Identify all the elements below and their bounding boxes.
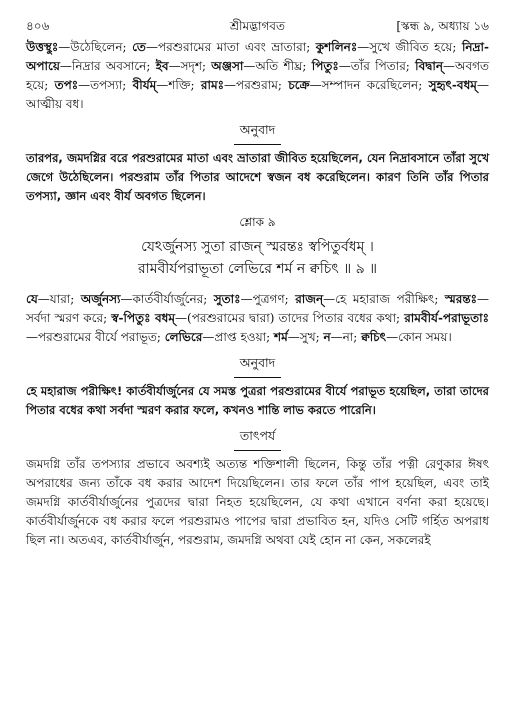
synonym-term: অর্জুনস্য — [80, 292, 121, 306]
synonym-term: স্মরন্তঃ — [444, 292, 478, 306]
translation-heading-1: অনুবাদ — [26, 122, 489, 145]
synonym-meaning: —কার্তবীর্যার্জুনের; — [120, 292, 214, 306]
translation-heading-2: অনুবাদ — [26, 355, 489, 378]
synonym-term: যে — [26, 292, 38, 306]
synonym-meaning: —অতি শীঘ্র; — [243, 59, 312, 73]
synonym-term: ইব — [155, 59, 169, 73]
synonym-meaning: —তপস্যা; — [78, 78, 133, 92]
synonym-term: অঞ্জসা — [211, 59, 244, 73]
verse-label: শ্লোক ৯ — [239, 215, 276, 229]
book-title: শ্রীমদ্ভাগবত — [229, 19, 285, 33]
synonym-term: রামঃ — [200, 78, 225, 92]
synonym-term: রাজন্ — [295, 292, 324, 306]
synonym-meaning: —আত্মীয় বধ। — [26, 78, 489, 111]
synonym-meaning: —প্রাপ্ত হওয়া; — [202, 330, 275, 344]
synonym-term: স্ব-পিতুঃ বধম্ — [111, 311, 176, 325]
synonym-meaning: —তাঁর পিতার; — [338, 59, 416, 73]
synonym-meaning: —হে মহারাজ পরীক্ষিৎ; — [323, 292, 445, 306]
synonym-term: চক্রে — [288, 78, 310, 92]
synonym-term: সুতাঃ — [213, 292, 241, 306]
synonym-term: ক্বচিৎ — [361, 330, 387, 344]
page-header — [26, 16, 489, 38]
translation-text-1: তারপর, জমদগ্নির বরে পরশুরামের মাতা এবং ভ্রাতারা জীবিত হয়েছিলেন, যেন নিদ্রাবসানে তাঁরা সুখে জেগে উঠেছিলেন। পরশুরাম তাঁর পিতার আদেশে স্বজন বধ করেছিলেন। কারণ তিনি তাঁর পিতার তপস্যা, জ্ঞান এবং বীর্য অবগত ছিলেন। — [26, 151, 489, 203]
synonym-meaning: —পুত্রগণ; — [240, 292, 296, 306]
synonym-term: ন — [323, 330, 331, 344]
synonym-term: বিদ্বান্ — [415, 59, 444, 73]
synonym-meaning: —না; — [330, 330, 362, 344]
synonym-term: রামবীর্য-পরাভূতাঃ — [404, 311, 489, 325]
synonym-term: লেভিরে — [164, 330, 203, 344]
synonym-meaning: —পরশুরামের মাতা এবং ভ্রাতারা; — [145, 40, 316, 54]
synonym-meaning: —সুখ; — [287, 330, 324, 344]
synonym-term: তে — [132, 40, 146, 54]
synonym-meaning: —সর্বদা স্মরণ করে; — [26, 292, 490, 325]
synonym-term: পিতুঃ — [311, 59, 339, 73]
synonym-term: কুশলিনঃ — [315, 40, 358, 54]
synonym-meaning: —পরশুরাম; — [224, 78, 289, 92]
synonym-meaning: —সুখে জীবিত হয়ে; — [357, 40, 462, 54]
synonym-term: বীর্যম্ — [132, 78, 157, 92]
translation-text-2: হে মহারাজ পরীক্ষিৎ! কার্তবীর্যার্জুনের যে সমস্ত পুত্ররা পরশুরামের বীর্যে পরাভূত হয়েছিল, তারা তাদের পিতার বধের কথা সর্বদা স্মরণ করার ফলে, কখনও শান্তি লাভ করতে পারেনি। — [26, 384, 489, 417]
synonym-meaning: —পরশুরামের বীর্যে পরাভূত; — [26, 330, 165, 344]
synonym-term: উত্তস্থুঃ — [26, 40, 59, 54]
synonym-meaning: —নিদ্রার অবসানে; — [59, 59, 156, 73]
synonym-term: সুহৃৎ-বধম্ — [428, 78, 477, 92]
page-number: ৪০৬ — [26, 19, 50, 33]
purport-text: জমদগ্নি তাঁর তপস্যার প্রভাবে অবশ্যই অত্যন্ত শক্তিশালী ছিলেন, কিন্তু তাঁর পত্নী রেণুকার ঈষৎ অপরাধের জন্য তাঁকে বধ করার আদেশ দিয়েছিলেন। তার ফলে তাঁর পাপ হয়েছিল, এবং তাই জমদগ্নি কার্তবীর্যার্জুনের পুত্রদের দ্বারা নিহত হয়েছিলেন, যে কথা এখানে বর্ণনা করা হয়েছে। কার্তবীর্যার্জুনকে বধ করার ফলে পরশুরামও পাপের দ্বারা প্রভাবিত হন, যদিও সেটি গর্হিত অপরাধ ছিল না। অতএব, কার্তবীর্যার্জুন, পরশুরাম, জমদগ্নি অথবা যেই হোন না কেন, সকলেরই — [26, 457, 489, 547]
synonym-term: শর্ম — [274, 330, 288, 344]
synonym-meaning: —সম্পাদন করেছিলেন; — [309, 78, 429, 92]
synonyms-paragraph-2 — [26, 290, 489, 347]
synonym-meaning: —কোন সময়। — [386, 330, 452, 344]
synonym-meaning: —সদৃশ; — [168, 59, 212, 73]
verse-line-2: রামবীর্যপরাভূতা লেভিরে শর্ম ন ক্বচিৎ ॥ ৯ ॥ — [137, 261, 378, 277]
synonym-meaning: —(পরশুরামের দ্বারা) তাদের পিতার বধের কথা; — [175, 311, 405, 325]
synonym-meaning: —অবগত হয়ে; — [26, 59, 489, 92]
synonym-meaning: —উঠেছিলেন; — [58, 40, 133, 54]
synonym-term: নিদ্রা-অপায়ে — [26, 40, 489, 73]
verse-line-1: যেঽর্জুনস্য সুতা রাজন্ স্মরন্তঃ স্বপিতুর্বধম্ । — [141, 239, 374, 255]
purport-heading: তাৎপর্য — [26, 428, 489, 451]
synonym-meaning: —যারা; — [37, 292, 81, 306]
synonym-meaning: —শক্তি; — [156, 78, 201, 92]
synonym-term: তপঃ — [54, 78, 79, 92]
synonyms-paragraph-1 — [26, 38, 489, 114]
chapter-reference: [স্কন্ধ ৯, অধ্যায় ১৬ — [396, 19, 489, 33]
